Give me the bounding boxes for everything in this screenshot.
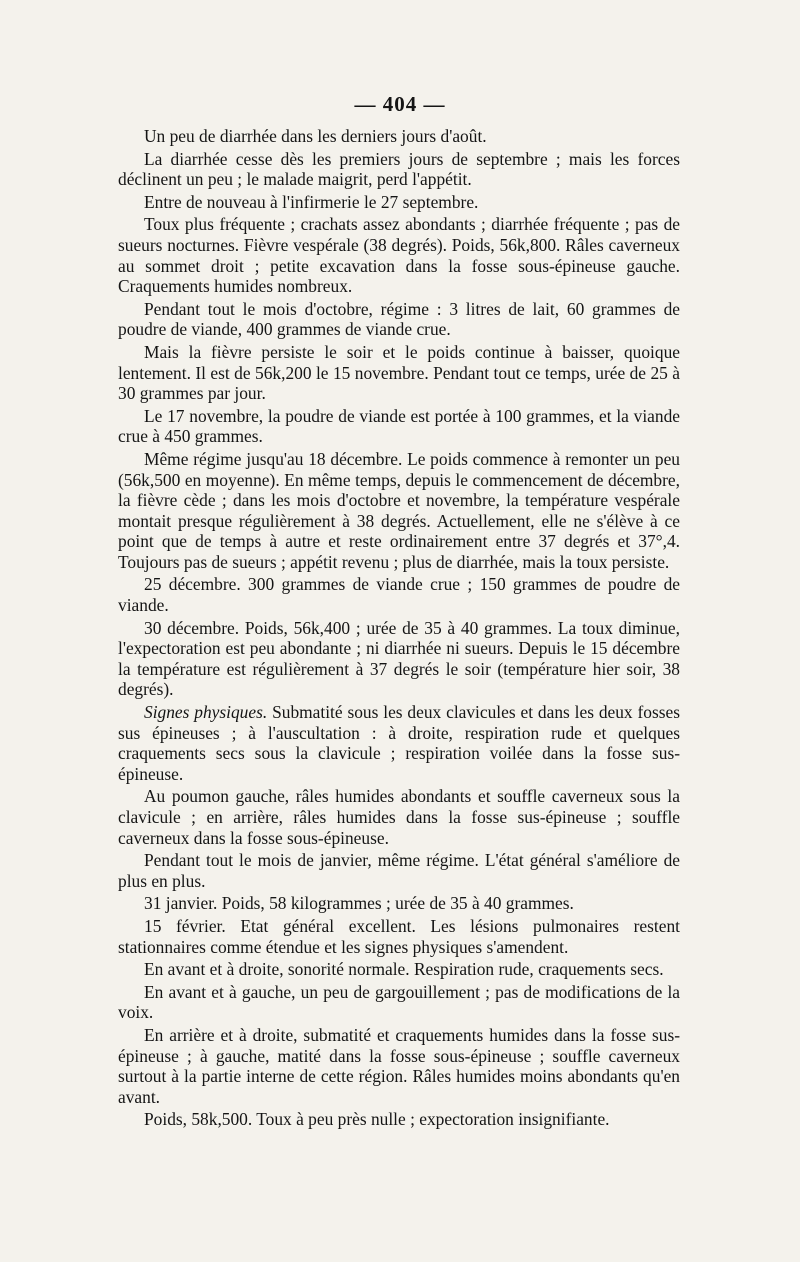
paragraph: Toux plus fréquente ; crachats assez abondants ; diarrhée fréquente ; pas de sueurs nocturnes. Fièvre vespérale (38 degrés). Poids, 56k,800. Râles caverneux au sommet droit ; petite excavation dans la fosse sous-épineuse gauche. Craquements humides nombreux. [118, 214, 680, 297]
paragraph: Au poumon gauche, râles humides abondants et souffle caverneux sous la clavicule ; en arrière, râles humides dans la fosse sus-épineuse ; souffle caverneux dans la fosse sous-épineuse. [118, 786, 680, 848]
paragraph: Même régime jusqu'au 18 décembre. Le poids commence à remonter un peu (56k,500 en moyenne). En même temps, depuis le commencement de décembre, la fièvre cède ; dans les mois d'octobre et novembre, la température vespérale montait presque régulièrement à 38 degrés. Actuellement, elle ne s'élève à ce point que de temps à autre et reste ordinairement entre 37 degrés et 37°,4. Toujours pas de sueurs ; appétit revenu ; plus de diarrhée, mais la toux persiste. [118, 448, 680, 572]
paragraph-signs [118, 702, 680, 784]
paragraph-text: Submatité sous les deux clavicules et dans les deux fosses sus épineuses ; à l'auscultation : à droite, respiration rude et quelques craquements secs sous la clavicule ; respiration voilée dans la fosse sus-épineuse. [118, 702, 680, 784]
paragraph: En arrière et à droite, submatité et craquements humides dans la fosse sus-épineuse ; à gauche, matité dans la fosse sous-épineuse ; souffle caverneux surtout à la partie interne de cette région. Râles humides moins abondants qu'en avant. [118, 1024, 680, 1107]
signs-heading: Signes physiques. [144, 702, 268, 723]
paragraph: 31 janvier. Poids, 58 kilogrammes ; urée de 35 à 40 grammes. [144, 893, 574, 914]
paragraph: Poids, 58k,500. Toux à peu près nulle ; expectoration insignifiante. [144, 1109, 610, 1130]
paragraph: Un peu de diarrhée dans les derniers jours d'août. [144, 126, 487, 146]
paragraph: Le 17 novembre, la poudre de viande est portée à 100 grammes, et la viande crue à 450 grammes. [118, 405, 680, 447]
paragraph: En avant et à gauche, un peu de gargouillement ; pas de modifications de la voix. [118, 981, 680, 1023]
paragraph: Pendant tout le mois de janvier, même régime. L'état général s'améliore de plus en plus. [118, 850, 680, 891]
paragraph: Entre de nouveau à l'infirmerie le 27 septembre. [144, 191, 479, 212]
paragraph: 25 décembre. 300 grammes de viande crue ; 150 grammes de poudre de viande. [118, 574, 680, 616]
paragraph: 30 décembre. Poids, 56k,400 ; urée de 35 à 40 grammes. La toux diminue, l'expectoration est peu abondante ; ni diarrhée ni sueurs. Depuis le 15 décembre la température est régulièrement à 37 degrés le soir (température hier soir, 38 degrés). [118, 617, 680, 700]
paragraph: 15 février. Etat général excellent. Les lésions pulmonaires restent stationnaires comme étendue et les signes physiques s'amendent. [118, 915, 680, 957]
paragraph: Mais la fièvre persiste le soir et le poids continue à baisser, quoique lentement. Il est de 56k,200 le 15 novembre. Pendant tout ce temps, urée de 25 à 30 grammes par jour. [118, 341, 680, 404]
text-body [118, 126, 680, 1130]
paragraph: En avant et à droite, sonorité normale. Respiration rude, craquements secs. [144, 959, 664, 980]
paragraph: La diarrhée cesse dès les premiers jours de septembre ; mais les forces déclinent un peu ; le malade maigrit, perd l'appétit. [118, 148, 680, 190]
page-number: — 404 — [354, 92, 446, 116]
paragraph: Pendant tout le mois d'octobre, régime : 3 litres de lait, 60 grammes de poudre de viande, 400 grammes de viande crue. [118, 298, 680, 340]
